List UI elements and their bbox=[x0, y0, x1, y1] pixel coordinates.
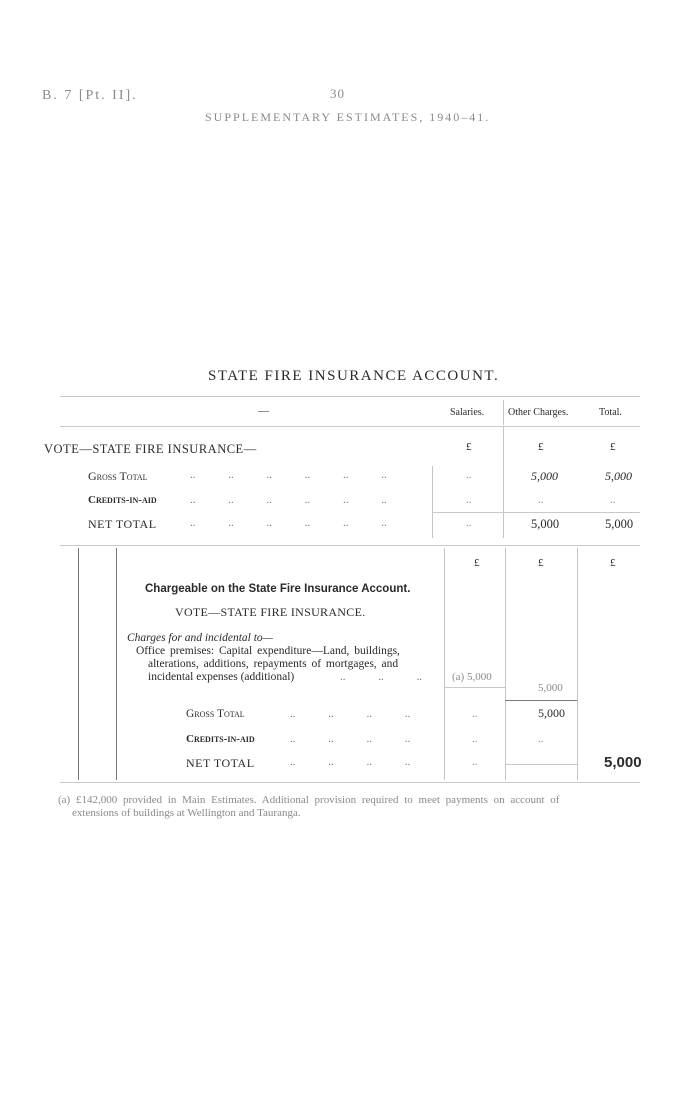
item-amount-rule bbox=[444, 687, 505, 688]
summary-top-rule bbox=[60, 396, 640, 397]
summary-col-divider-1 bbox=[432, 466, 433, 538]
column-header-salaries: Salaries. bbox=[450, 407, 485, 418]
detail-currency-1: £ bbox=[474, 557, 480, 569]
item-line-1: Office premises: Capital expenditure—Land, buildings, bbox=[136, 645, 400, 657]
summary-currency-salaries: £ bbox=[466, 441, 472, 453]
item-amount: (a) 5,000 bbox=[452, 671, 492, 683]
detail-margin-line-1 bbox=[78, 548, 79, 780]
footnote-line-1: (a) £142,000 provided in Main Estimates. Additional provision required to meet payments on account of bbox=[58, 794, 560, 806]
detail-col-divider-2 bbox=[505, 548, 506, 780]
detail-credits-c1: .. bbox=[472, 733, 478, 745]
detail-currency-2: £ bbox=[538, 557, 544, 569]
summary-gross-total-total: 5,000 bbox=[605, 469, 632, 483]
column-header-other-charges: Other Charges. bbox=[508, 407, 569, 418]
leader-dots: .. .. .. .. bbox=[290, 733, 411, 745]
page-title: STATE FIRE INSURANCE ACCOUNT. bbox=[208, 368, 500, 384]
leader-dots: .. .. .. .. .. .. bbox=[190, 494, 387, 506]
leader-dots: .. .. .. .. bbox=[290, 756, 411, 768]
detail-col-divider-3 bbox=[577, 548, 578, 780]
summary-credits-label: Credits-in-aid bbox=[88, 494, 157, 506]
summary-net-rule bbox=[432, 512, 640, 513]
summary-currency-other: £ bbox=[538, 441, 544, 453]
summary-credits-other: .. bbox=[538, 494, 544, 506]
column-header-total: Total. bbox=[599, 407, 622, 418]
page-number: 30 bbox=[330, 86, 345, 101]
charges-heading: Charges for and incidental to— bbox=[127, 632, 273, 644]
summary-gross-total-salaries: .. bbox=[466, 469, 472, 481]
detail-gross-total-c2: 5,000 bbox=[538, 706, 565, 720]
detail-gross-total-c1: .. bbox=[472, 708, 478, 720]
detail-bottom-rule bbox=[60, 782, 640, 783]
leader-dots: .. .. .. .. .. .. bbox=[190, 517, 387, 529]
summary-gross-total-other: 5,000 bbox=[531, 469, 558, 483]
item-line-2: alterations, additions, repayments of mortgages, and bbox=[148, 658, 399, 670]
item-subtotal: 5,000 bbox=[538, 682, 563, 694]
summary-currency-total: £ bbox=[610, 441, 616, 453]
detail-currency-3: £ bbox=[610, 557, 616, 569]
header-divider bbox=[503, 400, 504, 425]
leader-dots: .. .. .. .. bbox=[290, 708, 411, 720]
summary-col-divider-2 bbox=[503, 426, 504, 538]
summary-net-total-total: 5,000 bbox=[605, 517, 634, 531]
item-subtotal-rule bbox=[505, 700, 577, 701]
detail-net-rule bbox=[505, 764, 577, 765]
detail-col-divider-1 bbox=[444, 548, 445, 780]
summary-net-total-salaries: .. bbox=[466, 517, 472, 529]
detail-net-total-c3: 5,000 bbox=[604, 754, 642, 771]
detail-margin-line-2 bbox=[116, 548, 117, 780]
detail-net-total-label: NET TOTAL bbox=[186, 756, 255, 770]
column-header-blank: — bbox=[258, 405, 269, 417]
summary-header-rule bbox=[60, 426, 640, 427]
summary-credits-total: .. bbox=[610, 494, 616, 506]
summary-net-total-other: 5,000 bbox=[531, 517, 560, 531]
leader-dots: .. .. .. bbox=[340, 671, 422, 683]
summary-credits-salaries: .. bbox=[466, 494, 472, 506]
detail-credits-label: Credits-in-aid bbox=[186, 733, 255, 745]
running-title: SUPPLEMENTARY ESTIMATES, 1940–41. bbox=[205, 110, 491, 124]
footnote-line-2: extensions of buildings at Wellington and Tauranga. bbox=[72, 807, 301, 819]
summary-gross-total-label: Gross Total bbox=[88, 469, 148, 483]
detail-gross-total-label: Gross Total bbox=[186, 708, 245, 720]
document-reference: B. 7 [Pt. II]. bbox=[42, 88, 138, 103]
item-line-3: incidental expenses (additional) bbox=[148, 671, 295, 683]
summary-net-total-label: NET TOTAL bbox=[88, 517, 157, 531]
detail-credits-c2: .. bbox=[538, 733, 544, 745]
summary-bottom-rule bbox=[60, 545, 640, 546]
detail-net-total-c1: .. bbox=[472, 756, 478, 768]
leader-dots: .. .. .. .. .. .. bbox=[190, 469, 387, 481]
detail-heading: Chargeable on the State Fire Insurance Account. bbox=[145, 583, 411, 595]
summary-vote-label: VOTE—STATE FIRE INSURANCE— bbox=[44, 442, 257, 456]
detail-vote-title: VOTE—STATE FIRE INSURANCE. bbox=[175, 605, 366, 619]
